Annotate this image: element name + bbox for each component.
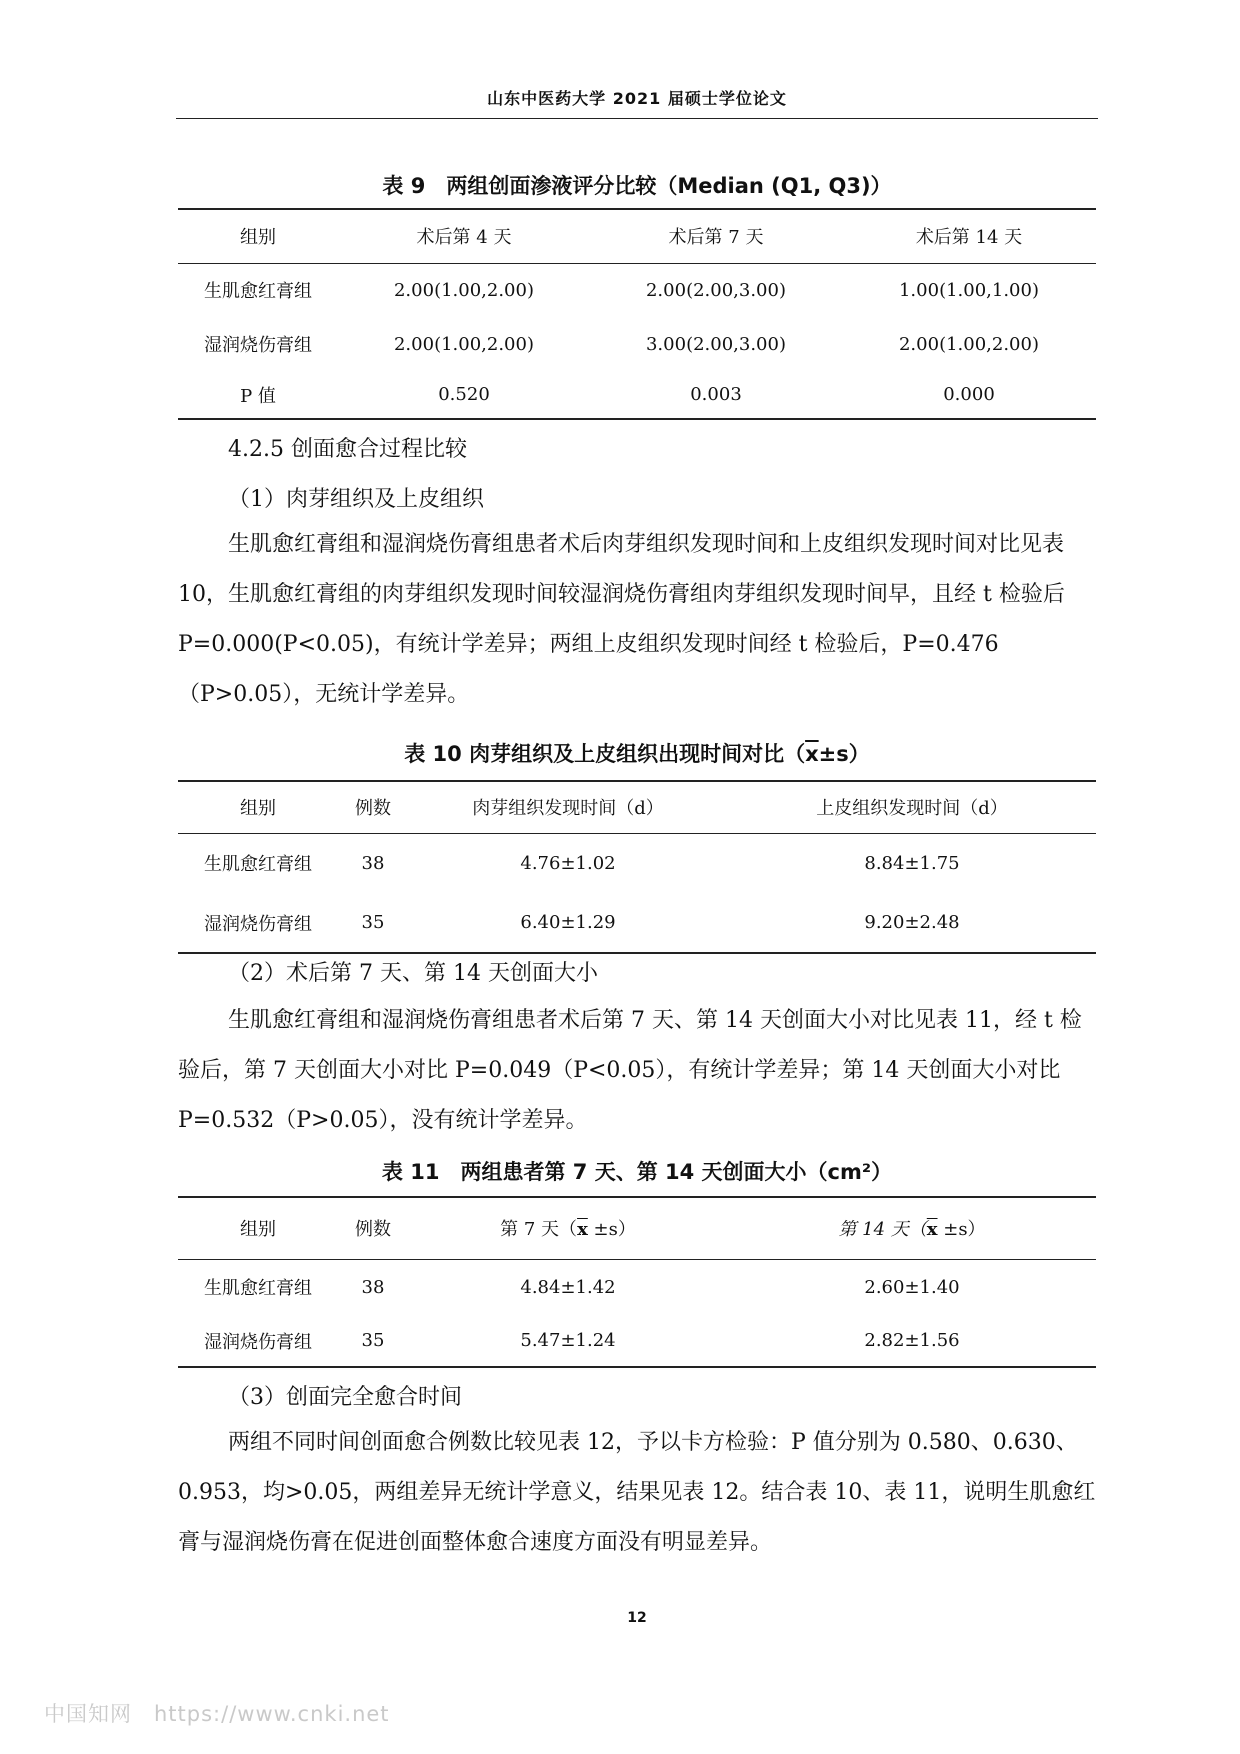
table10 — [178, 780, 1096, 954]
paragraph-2: 生肌愈红膏组和湿润烧伤膏组患者术后第 7 天、第 14 天创面大小对比见表 11，经 t 检验后，第 7 天创面大小对比 P=0.049（P<0.05），有统计学差异；第 14 天创面大小对比 P=0.532（P>0.05），没有统计学差异。 — [178, 1008, 1082, 1133]
table-cell: 4.84±1.42 — [520, 1276, 616, 1298]
subheading-2: （2）术后第 7 天、第 14 天创面大小 — [228, 961, 598, 986]
running-header: 山东中医药大学 2021 届硕士学位论文 — [487, 89, 787, 108]
table-row — [178, 371, 1096, 419]
table-row — [178, 833, 1096, 893]
xbar-symbol: $\overline{x}$ — [577, 1219, 588, 1241]
subheading-1: （1）肉芽组织及上皮组织 — [228, 487, 484, 512]
table-cell: 3.00(2.00,3.00) — [645, 333, 786, 355]
table-cell: 0.520 — [438, 384, 490, 405]
paragraph-1: 生肌愈红膏组和湿润烧伤膏组患者术后肉芽组织发现时间和上皮组织发现时间对比见表 10，生肌愈红膏组的肉芽组织发现时间较湿润烧伤膏组肉芽组织发现时间早，且经 t 检验后 P=0.000(P<0.05)，有统计学差异；两组上皮组织发现时间经 t 检验后，P=0.476（P>0.05），无统计学差异。 — [178, 532, 1065, 707]
table11 — [178, 1196, 1096, 1368]
table-cell: 8.84±1.75 — [864, 852, 960, 874]
table-cell: 湿润烧伤膏组 — [204, 335, 312, 356]
subheading-3: （3）创面完全愈合时间 — [228, 1385, 462, 1410]
table-cell: 6.40±1.29 — [520, 912, 616, 933]
xbar-symbol: $\overline{x}$ — [926, 1219, 938, 1241]
table10-col-group: 组别 — [178, 781, 338, 833]
table11-col-day7-suffix: ±s） — [587, 1219, 636, 1241]
table11-col-n: 例数 — [338, 1197, 408, 1259]
table-cell: 2.00(1.00,2.00) — [898, 333, 1039, 355]
cnki-watermark: 中国知网 https://www.cnki.net — [44, 1702, 390, 1726]
table-cell: 4.76±1.02 — [520, 852, 616, 874]
table-cell: 0.003 — [690, 384, 742, 405]
table-cell: 35 — [361, 1330, 385, 1351]
table10-caption — [176, 738, 1098, 768]
table11-col-group: 组别 — [178, 1197, 338, 1259]
table-cell: 2.00(2.00,3.00) — [645, 279, 786, 301]
table10-caption-open: （ — [784, 742, 806, 766]
table-row — [178, 263, 1096, 317]
table-cell: 2.82±1.56 — [864, 1330, 960, 1351]
table-cell: 9.20±2.48 — [864, 912, 960, 933]
table-cell: P 值 — [240, 385, 276, 407]
table9-col-group: 组别 — [178, 209, 338, 263]
table9-caption: 表 9 两组创面渗液评分比较（Median (Q1, Q3)） — [382, 174, 892, 198]
table10-header-row — [178, 781, 1096, 833]
table-cell: 湿润烧伤膏组 — [204, 913, 312, 935]
table9-col-day4: 术后第 4 天 — [338, 209, 590, 263]
table10-caption-text: 表 10 肉芽组织及上皮组织出现时间对比 — [404, 742, 785, 766]
table-cell: 38 — [361, 1276, 385, 1298]
table9-header-row — [178, 209, 1096, 263]
table-cell: 5.47±1.24 — [520, 1330, 616, 1351]
table11-col-day14-suffix: ±s） — [937, 1219, 986, 1241]
table-cell: 生肌愈红膏组 — [204, 281, 312, 303]
page-number: 12 — [627, 1610, 647, 1626]
table9-col-day7: 术后第 7 天 — [590, 209, 842, 263]
table-cell: 生肌愈红膏组 — [204, 1278, 312, 1300]
table-cell: 2.00(1.00,2.00) — [393, 333, 534, 355]
table-row — [178, 1259, 1096, 1315]
table-cell: 35 — [361, 912, 385, 933]
paragraph-3: 两组不同时间创面愈合例数比较见表 12，予以卡方检验：P 值分别为 0.580、0.630、0.953，均>0.05，两组差异无统计学意义，结果见表 12。结合表 10、表 11，说明生肌愈红膏与湿润烧伤膏在促进创面整体愈合速度方面没有明显差异。 — [178, 1430, 1096, 1555]
table-cell: 0.000 — [943, 384, 995, 405]
section-heading-4-2-5: 4.2.5 创面愈合过程比较 — [228, 437, 467, 462]
table9 — [178, 208, 1096, 420]
table11-col-day7 — [408, 1197, 728, 1259]
table-row — [178, 317, 1096, 371]
table11-caption: 表 11 两组患者第 7 天、第 14 天创面大小（cm²） — [381, 1160, 893, 1184]
table-cell: 2.60±1.40 — [864, 1276, 960, 1298]
table-cell: 生肌愈红膏组 — [204, 854, 312, 876]
table11-col-day14 — [728, 1197, 1096, 1259]
table10-col-n: 例数 — [338, 781, 408, 833]
table-cell: 2.00(1.00,2.00) — [393, 279, 534, 301]
xbar-symbol: $\overline{x}$ — [805, 742, 819, 766]
table11-header-row — [178, 1197, 1096, 1259]
table-cell: 38 — [361, 852, 385, 874]
table10-caption-pm: ±s） — [818, 742, 870, 766]
table-row — [178, 893, 1096, 953]
table-row — [178, 1315, 1096, 1367]
table9-col-day14: 术后第 14 天 — [842, 209, 1096, 263]
table11-col-day14-prefix: 第 14 天（ — [838, 1219, 927, 1241]
table-cell: 湿润烧伤膏组 — [204, 1331, 312, 1353]
table10-col-epithelium: 上皮组织发现时间（d） — [728, 781, 1096, 833]
table11-col-day7-prefix: 第 7 天（ — [500, 1219, 578, 1241]
table-cell: 1.00(1.00,1.00) — [898, 279, 1039, 301]
table10-col-granulation: 肉芽组织发现时间（d） — [408, 781, 728, 833]
header-rule — [176, 118, 1098, 119]
